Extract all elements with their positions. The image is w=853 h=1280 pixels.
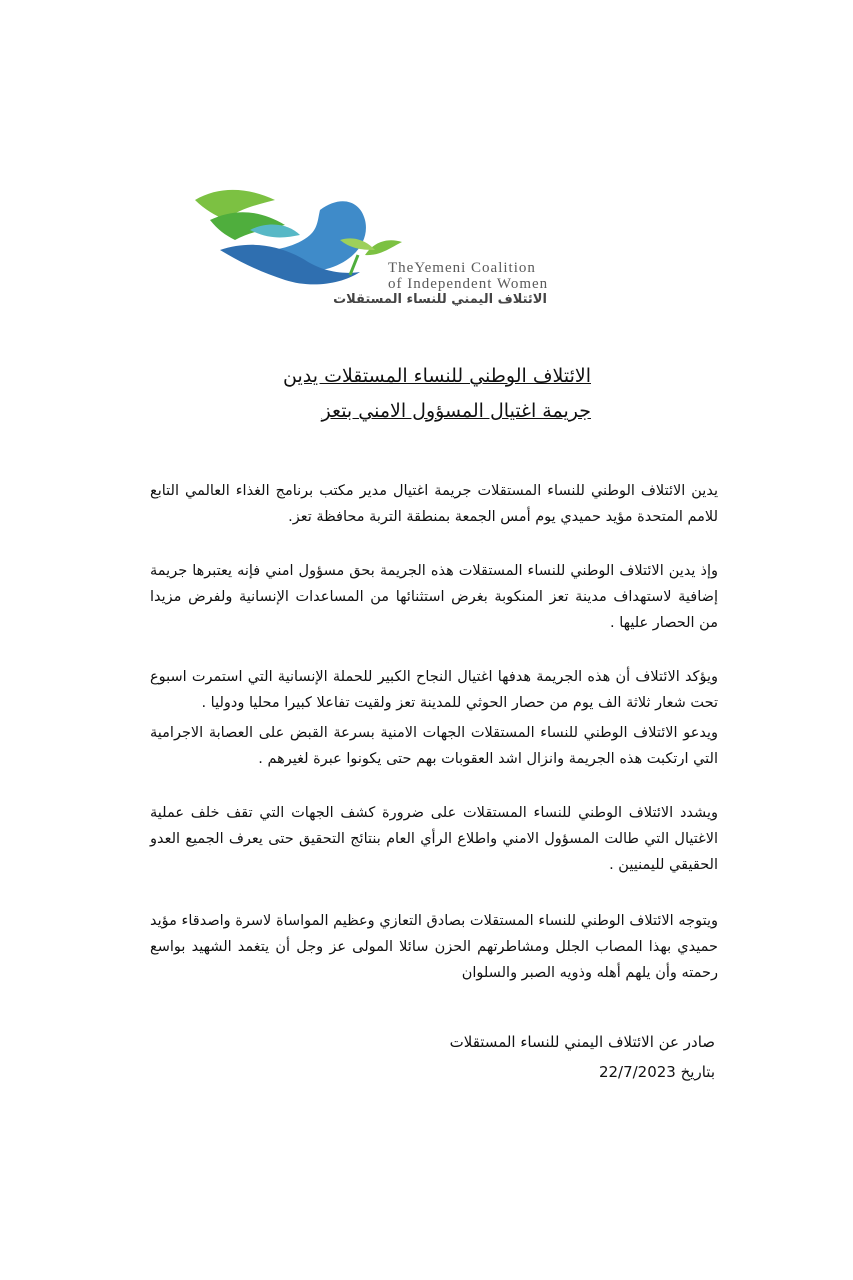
paragraph-4: ويدعو الائتلاف الوطني للنساء المستقلات الجهات الامنية بسرعة القبض على العصابة الاجرامية التي ارتكبت هذه الجريمة وانزال اشد العقوبات بهم حتى يكونوا عبرة لغيرهم . (150, 725, 718, 767)
paragraph-2: وإذ يدين الائتلاف الوطني للنساء المستقلات هذه الجريمة بحق مسؤول امني فإنه يعتبرها جريمة إضافية لاستهداف مدينة تعز المنكوبة بغرض استثنائها من المساعدات الإنسانية ولفرض مزيدا من الحصار عليها . (150, 563, 718, 631)
logo-name-en-line1: TheYemeni Coalition (388, 260, 536, 276)
date-line: بتاريخ 22/7/2023 (598, 1063, 715, 1081)
logo-name-ar: الائتلاف اليمني للنساء المستقلات (333, 292, 547, 307)
heading-line1: الائتلاف الوطني للنساء المستقلات يدين (283, 365, 591, 387)
paragraph-5: ويشدد الائتلاف الوطني للنساء المستقلات على ضرورة كشف الجهات التي تقف خلف عملية الاغتيال التي طالت المسؤول الامني واطلاع الرأي العام بنتائج التحقيق حتى يعرف الجميع العدو الحقيقي لليمنيين . (150, 805, 718, 873)
paragraph-3: ويؤكد الائتلاف أن هذه الجريمة هدفها اغتيال النجاح الكبير للحملة الإنسانية التي استمرت اسبوع تحت شعار ثلاثة الف يوم من حصار الحوثي للمدينة تعز ولقيت تفاعلا كبيرا محليا ودوليا . (150, 669, 718, 711)
heading-line2: جريمة اغتيال المسؤول الامني بتعز (321, 400, 591, 422)
logo-name-en-line2: of Independent Women (388, 276, 549, 292)
paragraph-1: يدين الائتلاف الوطني للنساء المستقلات جريمة اغتيال مدير مكتب برنامج الغذاء العالمي التابع للامم المتحدة مؤيد حميدي يوم أمس الجمعة بمنطقة التربة محافظة تعز. (150, 483, 718, 525)
paragraph-6: ويتوجه الائتلاف الوطني للنساء المستقلات بصادق التعازي وعظيم المواساة لاسرة واصدقاء مؤيد حميدي بهذا المصاب الجلل ومشاطرتهم الحزن سائلا المولى عز وجل أن يتغمد الشهيد بواسع رحمته وأن يلهم أهله وذويه الصبر والسلوان (150, 913, 718, 981)
issuer-line: صادر عن الائتلاف اليمني للنساء المستقلات (449, 1033, 715, 1051)
coalition-logo (190, 180, 630, 310)
